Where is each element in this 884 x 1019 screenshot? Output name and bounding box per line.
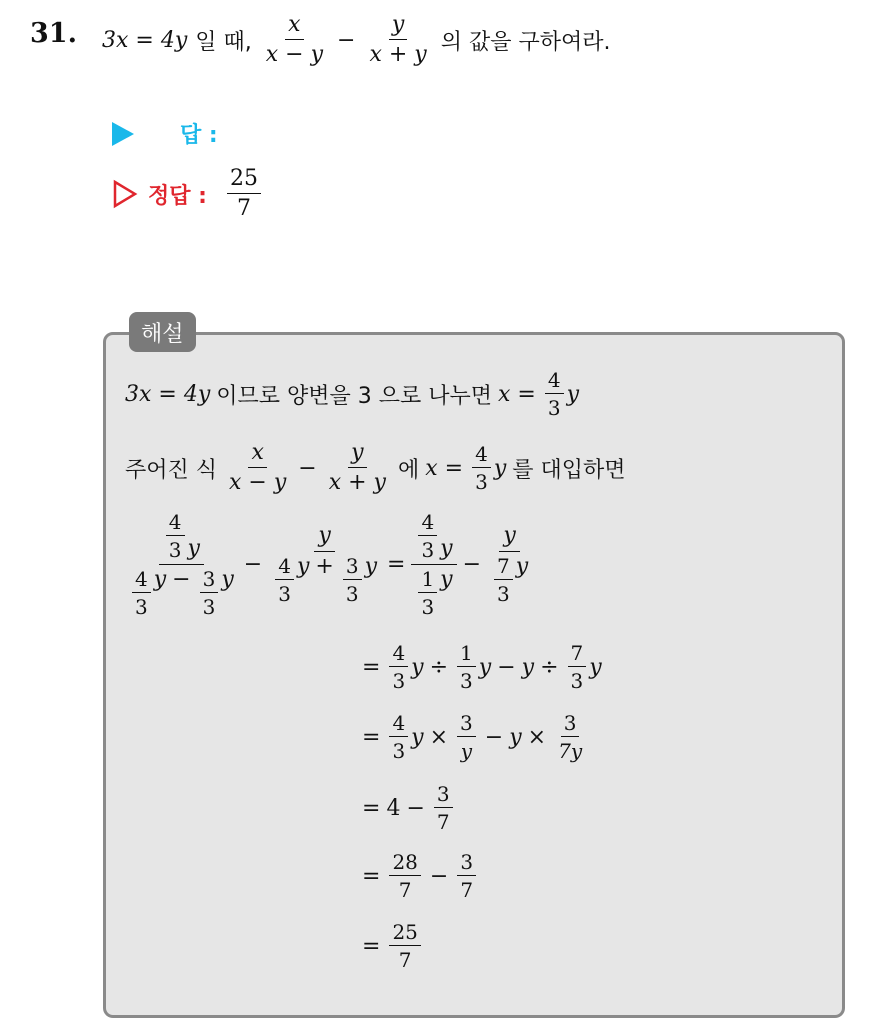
frac-den: 3 <box>278 582 291 606</box>
fraction <box>457 852 476 900</box>
times-sign: × <box>429 724 449 750</box>
fraction <box>275 556 294 604</box>
frac-num: 7 <box>568 643 587 667</box>
condition: 3x = 4y <box>102 27 188 53</box>
frac-den: 7y <box>558 739 583 763</box>
variable: y <box>296 554 310 579</box>
frac-den: 3 <box>421 538 435 562</box>
frac-num: 4 <box>389 713 408 737</box>
frac-den: 3 <box>135 595 148 619</box>
complex-fraction <box>268 525 381 604</box>
minus-sign: − <box>484 724 504 750</box>
fraction <box>326 442 389 494</box>
frac-num: 3 <box>200 569 219 593</box>
frac-den <box>125 565 238 617</box>
frac-num: 4 <box>275 556 294 580</box>
fraction <box>418 512 437 560</box>
complex-fraction <box>411 512 456 617</box>
fraction <box>389 643 408 691</box>
number: 4 <box>386 795 401 821</box>
fraction <box>418 569 437 617</box>
frac-den: 3 <box>460 669 473 693</box>
question-number: 31. <box>30 18 77 49</box>
text-ask: 의 값을 구하여라. <box>440 29 611 55</box>
solution-text: 이므로 양변을 3 으로 나누면 <box>216 383 492 409</box>
variable: y <box>411 654 424 680</box>
frac-den: 3 <box>497 582 510 606</box>
fraction <box>494 556 513 604</box>
frac-den: 3 <box>345 582 359 606</box>
variable: y <box>364 554 377 579</box>
fraction <box>200 569 219 617</box>
variable: y <box>440 567 453 592</box>
outline-triangle-icon <box>112 179 138 209</box>
variable: y <box>521 654 535 680</box>
variable: y <box>221 567 234 592</box>
correct-answer-value <box>227 168 261 220</box>
fraction <box>545 370 564 418</box>
equation: 3x = 4y <box>125 381 211 407</box>
fraction <box>389 852 420 900</box>
equals-sign: = <box>362 654 381 680</box>
frac-num: x <box>285 14 303 40</box>
variable: y <box>493 455 507 481</box>
variable: y <box>589 654 602 680</box>
frac-num: 4 <box>418 512 437 536</box>
lhs: x = <box>498 381 536 407</box>
variable: y <box>566 381 580 407</box>
equals-sign: = <box>362 933 381 959</box>
frac-den: x − y <box>265 42 324 67</box>
frac-num: x <box>248 442 266 468</box>
frac-num: y <box>389 14 407 40</box>
frac-num: 3 <box>457 852 476 876</box>
frac-den: 7 <box>398 948 412 972</box>
frac-num <box>411 512 456 565</box>
frac-den: 7 <box>236 196 251 221</box>
frac-den: y <box>460 739 473 763</box>
minus-sign: − <box>497 654 516 680</box>
frac-num: 3 <box>343 556 362 580</box>
minus-sign: − <box>298 455 317 481</box>
question-frac1 <box>263 14 326 66</box>
text-when: 일 때, <box>195 29 252 55</box>
frac-den: 7 <box>460 878 474 902</box>
fraction <box>343 556 362 604</box>
frac-den: 3 <box>392 739 406 763</box>
play-triangle-icon <box>112 122 134 146</box>
equals-sign: = <box>387 552 406 577</box>
divide-sign: ÷ <box>429 654 449 680</box>
fraction <box>389 922 420 970</box>
step-1 <box>356 643 602 691</box>
frac-num: 25 <box>227 168 261 194</box>
step-5 <box>356 922 424 970</box>
step-4 <box>356 852 479 900</box>
frac-den: x + y <box>369 42 427 67</box>
frac-num: 4 <box>389 643 408 667</box>
solution-line-1 <box>125 370 579 418</box>
equals-sign: = <box>362 724 381 750</box>
fraction <box>166 512 185 560</box>
frac-num: 1 <box>457 643 476 667</box>
plus-sign: + <box>315 554 334 579</box>
frac-num: 4 <box>545 370 564 394</box>
fraction <box>226 442 289 494</box>
frac-den: 7 <box>436 810 450 834</box>
variable: y <box>153 567 167 592</box>
variable: y <box>440 536 453 561</box>
correct-answer-label: 정답 : <box>148 183 207 209</box>
step-2 <box>356 713 588 761</box>
minus-sign: − <box>337 27 356 53</box>
frac-num: 3 <box>561 713 580 737</box>
complex-fraction <box>487 525 532 604</box>
frac-den <box>268 552 381 604</box>
variable: y <box>187 536 200 561</box>
frac-den: 7 <box>398 878 412 902</box>
fraction <box>555 713 585 761</box>
frac-den: 3 <box>202 595 216 619</box>
frac-den: 3 <box>421 595 435 619</box>
fraction <box>132 569 151 617</box>
variable: y <box>515 554 529 579</box>
frac-den: 3 <box>392 669 406 693</box>
frac-num: 4 <box>472 444 491 468</box>
frac-num <box>159 512 204 565</box>
minus-sign: − <box>172 567 191 592</box>
frac-den: 3 <box>475 470 488 494</box>
step-0 <box>125 512 532 617</box>
minus-sign: − <box>462 552 482 577</box>
solution-tag: 해설 <box>129 312 196 352</box>
lhs: x = <box>425 455 464 481</box>
frac-den: 3 <box>168 538 182 562</box>
equals-sign: = <box>362 863 381 889</box>
frac-den <box>487 552 532 604</box>
correct-answer-row <box>112 168 264 220</box>
answer-row <box>112 118 218 149</box>
equals-sign: = <box>362 795 381 821</box>
minus-sign: − <box>243 552 263 577</box>
minus-sign: − <box>406 795 425 821</box>
solution-text: 에 <box>397 457 420 483</box>
variable: y <box>478 654 492 680</box>
solution-text: 를 대입하면 <box>512 457 626 483</box>
times-sign: × <box>527 724 547 750</box>
frac-num: 4 <box>132 569 151 593</box>
complex-fraction <box>125 512 238 617</box>
fraction <box>389 713 408 761</box>
frac-num: 25 <box>389 922 420 946</box>
frac-num: 3 <box>434 784 453 808</box>
divide-sign: ÷ <box>540 654 559 680</box>
frac-den: 3 <box>547 396 561 420</box>
answer-label: 답 : <box>180 123 218 148</box>
frac-den: x − y <box>229 470 287 495</box>
fraction <box>457 713 476 761</box>
frac-den: 3 <box>570 669 584 693</box>
frac-num: y <box>314 525 334 552</box>
question-text <box>102 14 610 66</box>
variable: y <box>411 724 424 750</box>
fraction <box>472 444 491 492</box>
frac-den <box>411 565 456 617</box>
frac-num: 7 <box>494 556 513 580</box>
frac-den: x + y <box>328 470 386 495</box>
question-frac2 <box>366 14 429 66</box>
frac-num: 4 <box>166 512 185 536</box>
frac-num: 1 <box>418 569 437 593</box>
fraction <box>568 643 587 691</box>
step-3 <box>356 784 456 832</box>
frac-num: y <box>348 442 366 468</box>
frac-num: 28 <box>389 852 420 876</box>
minus-sign: − <box>429 863 449 889</box>
fraction <box>457 643 476 691</box>
variable: y <box>509 724 522 750</box>
fraction <box>434 784 453 832</box>
frac-num: y <box>499 525 519 552</box>
frac-num: 3 <box>457 713 476 737</box>
solution-line-2 <box>125 442 626 494</box>
solution-text: 주어진 식 <box>125 457 218 483</box>
